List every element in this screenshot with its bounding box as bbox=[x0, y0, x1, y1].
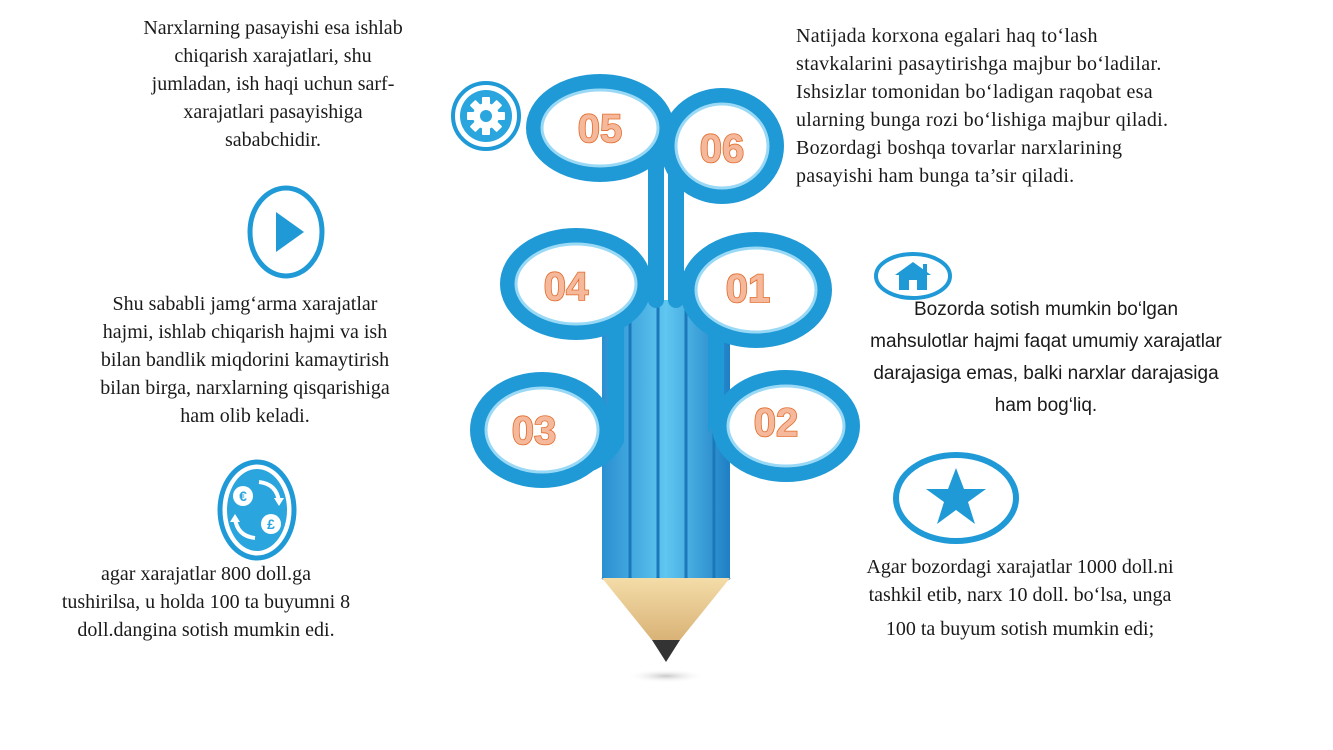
step-number-04: 04 bbox=[543, 265, 589, 309]
step-05-line: xarajatlari pasayishiga bbox=[183, 101, 363, 123]
step-05-line: chiqarish xarajatlari, shu bbox=[174, 45, 372, 67]
step-01-line: darajasiga emas, balki narxlar darajasiga bbox=[873, 363, 1219, 384]
step-01-line: mahsulotlar hajmi faqat umumiy xarajatlar bbox=[870, 331, 1222, 352]
step-03-line: agar xarajatlar 800 doll.ga bbox=[101, 563, 311, 585]
step-04-line: bilan birga, narxlarning qisqarishiga bbox=[100, 377, 390, 399]
step-number-01: 01 bbox=[725, 267, 771, 311]
step-04-line: hajmi, ishlab chiqarish hajmi va ish bbox=[102, 321, 388, 343]
loop-01 bbox=[688, 240, 824, 340]
step-number-03: 03 bbox=[511, 409, 557, 453]
loop-03 bbox=[478, 380, 606, 480]
step-number-02: 02 bbox=[753, 401, 799, 445]
step-02-line: Agar bozordagi xarajatlar 1000 doll.ni bbox=[866, 556, 1174, 578]
step-02-text bbox=[818, 553, 1222, 643]
step-01-line: Bozorda sotish mumkin bo‘lgan bbox=[913, 299, 1179, 320]
play-icon bbox=[250, 188, 322, 276]
step-02-line: tashkil etib, narx 10 doll. bo‘lsa, unga bbox=[868, 584, 1172, 606]
currency-exchange-icon bbox=[220, 462, 294, 558]
loop-06 bbox=[668, 96, 776, 196]
step-02-line: 100 ta buyum sotish mumkin edi; bbox=[885, 618, 1155, 640]
step-03-text bbox=[20, 560, 392, 644]
house-icon bbox=[876, 254, 950, 298]
step-06-line: Ishsizlar tomonidan bo‘ladigan raqobat esa bbox=[796, 81, 1153, 103]
step-04-text bbox=[62, 290, 428, 430]
star-icon bbox=[896, 455, 1016, 541]
step-05-line: Narxlarning pasayishi esa ishlab bbox=[143, 17, 403, 39]
step-01-line: ham bog‘liq. bbox=[994, 395, 1098, 416]
svg-text:€: € bbox=[239, 488, 247, 504]
svg-text:£: £ bbox=[267, 516, 275, 532]
step-06-text bbox=[796, 22, 1234, 190]
step-06-line: Natijada korxona egalari haq to‘lash bbox=[796, 25, 1098, 47]
step-04-line: ham olib keladi. bbox=[180, 405, 310, 427]
step-06-line: pasayishi ham bunga ta’sir qiladi. bbox=[796, 165, 1075, 187]
gear-icon bbox=[453, 83, 519, 149]
step-number-05: 05 bbox=[577, 107, 623, 151]
step-04-line: Shu sababli jamg‘arma xarajatlar bbox=[112, 293, 378, 315]
step-05-line: sababchidir. bbox=[224, 129, 322, 151]
step-06-line: stavkalarini pasaytirishga majbur bo‘ladilar. bbox=[796, 53, 1162, 75]
loop-04 bbox=[508, 236, 644, 332]
pencil-wood-tip bbox=[602, 578, 730, 640]
step-03-line: doll.dangina sotish mumkin edi. bbox=[77, 619, 335, 641]
pencil-graphite-tip bbox=[652, 640, 680, 662]
step-number-06: 06 bbox=[699, 127, 745, 171]
step-04-line: bilan bandlik miqdorini kamaytirish bbox=[100, 349, 390, 371]
step-05-line: jumladan, ish haqi uchun sarf- bbox=[151, 73, 395, 95]
step-01-text bbox=[826, 294, 1266, 422]
step-06-line: ularning bunga rozi bo‘lishiga majbur qiladi. bbox=[796, 109, 1169, 131]
step-03-line: tushirilsa, u holda 100 ta buyumni 8 bbox=[61, 591, 351, 613]
step-06-line: Bozordagi boshqa tovarlar narxlarining bbox=[796, 137, 1123, 159]
loop-05 bbox=[534, 82, 666, 174]
step-05-text bbox=[108, 14, 438, 154]
pencil-shadow bbox=[626, 669, 706, 683]
